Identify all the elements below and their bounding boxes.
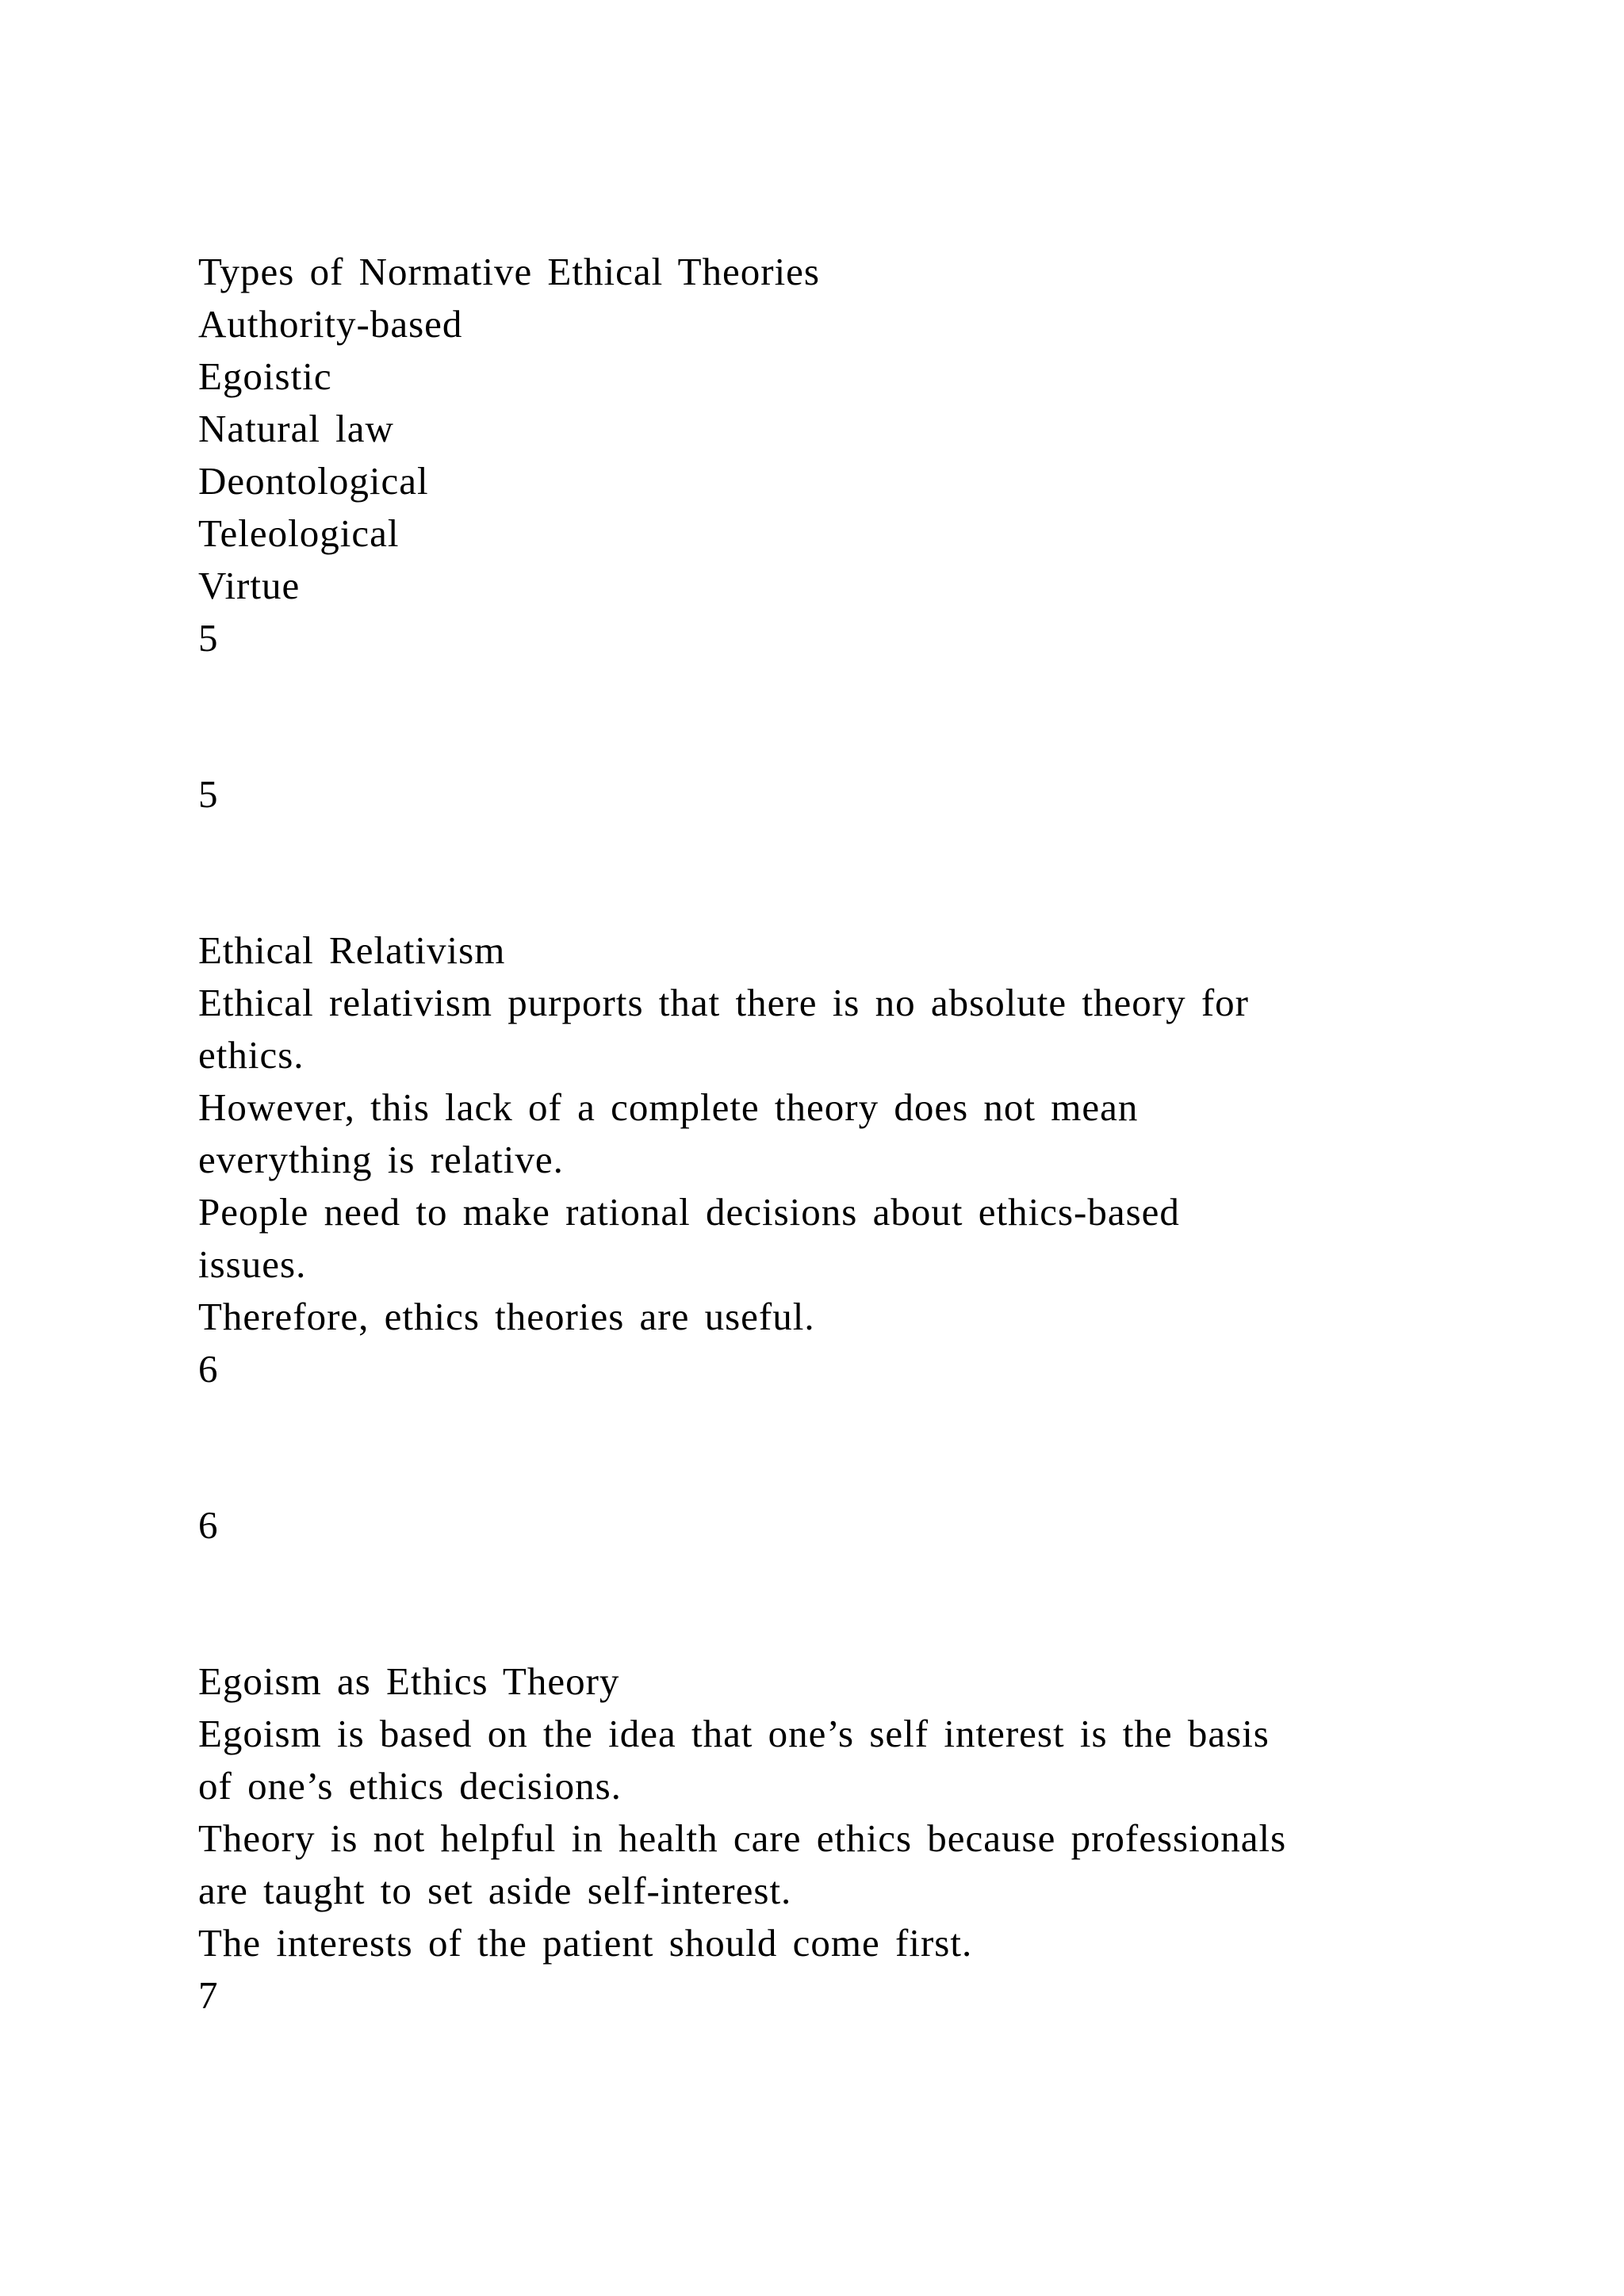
slide-number-repeat: 6: [198, 1503, 219, 1547]
paragraph-line: Egoism is based on the idea that one’s self interest is the basis: [198, 1712, 1270, 1755]
slide-number: 7: [198, 1973, 219, 2017]
paragraph-line: Therefore, ethics theories are useful.: [198, 1295, 815, 1338]
list-item: Authority-based: [198, 302, 463, 346]
slide-number: 5: [198, 616, 219, 660]
paragraph-line: issues.: [198, 1242, 307, 1286]
list-item: Natural law: [198, 407, 394, 450]
list-item: Egoistic: [198, 354, 332, 398]
slide-number: 6: [198, 1347, 219, 1391]
paragraph-line: People need to make rational decisions about ethics-based: [198, 1190, 1180, 1234]
section-heading-egoism: Egoism as Ethics Theory: [198, 1659, 620, 1703]
paragraph-line: Theory is not helpful in health care ethics because professionals: [198, 1816, 1287, 1860]
paragraph-line: However, this lack of a complete theory does not mean: [198, 1085, 1139, 1129]
section-heading-ethical-relativism: Ethical Relativism: [198, 928, 506, 972]
paragraph-line: ethics.: [198, 1033, 304, 1077]
paragraph-line: Ethical relativism purports that there is no absolute theory for: [198, 981, 1249, 1024]
paragraph-line: of one’s ethics decisions.: [198, 1764, 622, 1808]
section-heading-normative-theories: Types of Normative Ethical Theories: [198, 250, 820, 293]
paragraph-line: everything is relative.: [198, 1138, 564, 1181]
slide-number-repeat: 5: [198, 772, 219, 816]
paragraph-line: The interests of the patient should come first.: [198, 1921, 973, 1965]
list-item: Virtue: [198, 564, 301, 607]
list-item: Teleological: [198, 511, 400, 555]
paragraph-line: are taught to set aside self-interest.: [198, 1869, 792, 1912]
list-item: Deontological: [198, 459, 429, 503]
